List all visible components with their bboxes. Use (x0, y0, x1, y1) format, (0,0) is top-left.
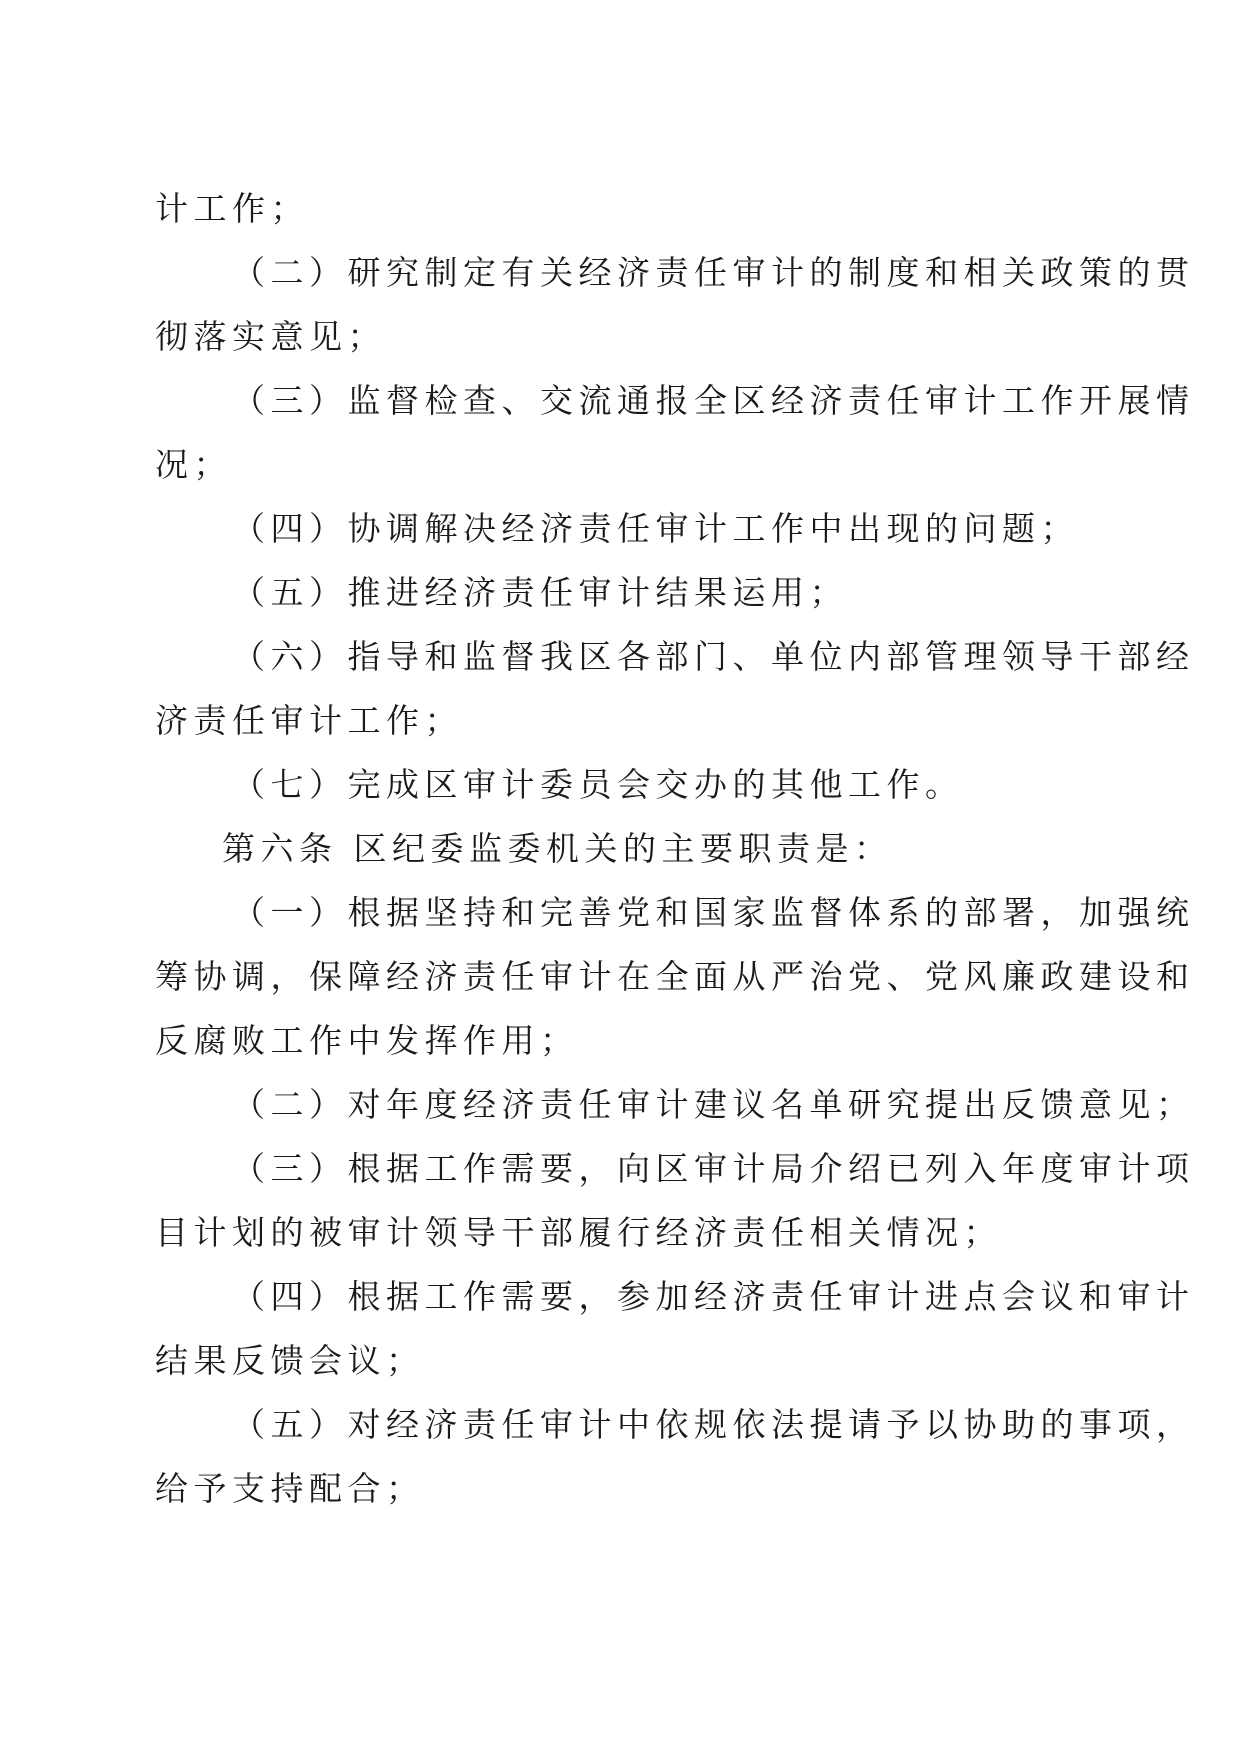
text-line: （四）根据工作需要，参加经济责任审计进点会议和审计 (232, 1277, 1195, 1316)
text-line: 反腐败工作中发挥作用； (155, 1021, 579, 1060)
text-line: 给予支持配合； (155, 1469, 425, 1508)
text-line: （一）根据坚持和完善党和国家监督体系的部署，加强统 (232, 893, 1195, 932)
section-heading: 第六条 区纪委监委机关的主要职责是： (222, 829, 893, 868)
text-line: （三）根据工作需要，向区审计局介绍已列入年度审计项 (232, 1149, 1195, 1188)
text-line: （五）对经济责任审计中依规依法提请予以协助的事项， (232, 1405, 1195, 1444)
text-line: 结果反馈会议； (155, 1341, 425, 1380)
text-line: 计工作； (155, 189, 309, 228)
text-line: 况； (155, 445, 232, 484)
text-line: 彻落实意见； (155, 317, 386, 356)
text-line: 济责任审计工作； (155, 701, 463, 740)
text-line: 目计划的被审计领导干部履行经济责任相关情况； (155, 1213, 1002, 1252)
text-line: （七）完成区审计委员会交办的其他工作。 (232, 765, 964, 804)
text-line: （二）研究制定有关经济责任审计的制度和相关政策的贯 (232, 253, 1195, 292)
text-line: （五）推进经济责任审计结果运用； (232, 573, 848, 612)
text-line: （三）监督检查、交流通报全区经济责任审计工作开展情 (232, 381, 1195, 420)
text-line: 筹协调，保障经济责任审计在全面从严治党、党风廉政建设和 (155, 957, 1195, 996)
text-line: （二）对年度经济责任审计建议名单研究提出反馈意见； (232, 1085, 1195, 1124)
text-line: （四）协调解决经济责任审计工作中出现的问题； (232, 509, 1079, 548)
text-line: （六）指导和监督我区各部门、单位内部管理领导干部经 (232, 637, 1195, 676)
